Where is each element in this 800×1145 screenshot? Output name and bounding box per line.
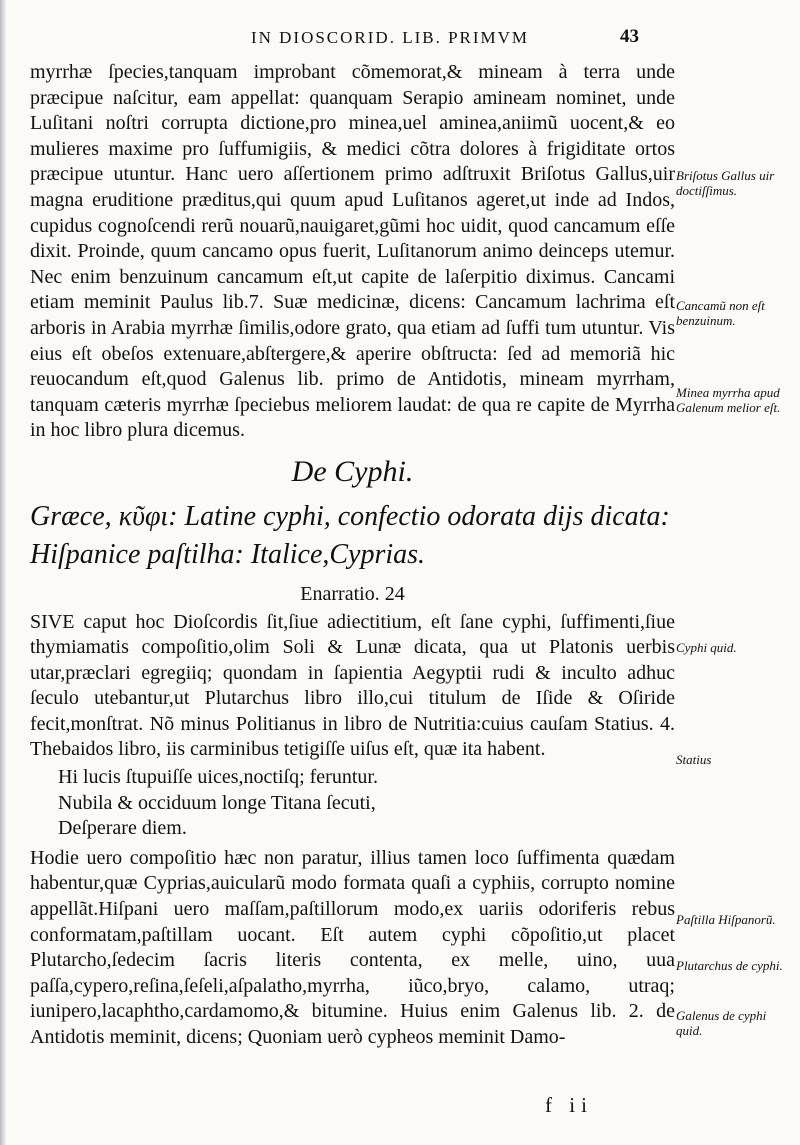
margin-note-plutarchus: Plutarchus de cyphi. [676,958,783,973]
verse-line: Hi lucis ſtupuiſſe uices,noctiſq; feruntur. [58,766,378,789]
signature-mark: f ii [545,1093,593,1117]
margin-note-pastilla: Paſtilla Hiſpanorũ. [676,912,776,927]
names-line-2: Hiſpanice paſtilha: Italice,Cyprias. [30,538,426,570]
margin-note-galenus: Galenus de cyphi quid. [676,1008,767,1038]
margin-note-minea: Minea myrrha apud Galenum melior eſt. [676,385,781,415]
verse-quotation [30,765,675,842]
margin-note-brisotus: Briſotus Gallus uir doctiſſimus. [676,168,775,198]
paragraph-cyphi: SIVE caput hoc Dioſcordis ſit,ſiue adiectitium, eſt ſane cyphi, ſuffimenti,ſiue thymiamatis compoſitio,olim Soli & Lunæ dicata, qua ut Platonis uerbis utar,præclari egregiiq; quondam in ſapientia Aegyptii rudi & inculto adhuc ſeculo utebantur,ut Plutarchus libro illo,cui titulum de Iſide & Oſiride fecit,monſtrat. Nõ minus Politianus in libro de Nutritia:cuius cauſam Statius. 4. Thebaidos libro, iis carminibus tetigiſſe uiſus eſt, quæ ita habent. [30,610,675,761]
section-title: De Cyphi. [291,454,414,488]
bleed-through-marks [770,95,798,155]
running-header: IN DIOSCORID. LIB. PRIMVM [250,28,530,47]
margin-note-cancamum: Cancamũ non eſt benzuinum. [676,298,765,328]
page-binding-edge [0,0,6,1145]
main-text-column [30,60,675,1051]
names-line-1: Græce, κῦφι: Latine cyphi, confectio odorata dijs dicata: [30,500,670,532]
margin-note-statius: Statius [676,752,712,767]
enarratio-heading: Enarratio. 24 [300,582,405,605]
margin-note-cyphi: Cyphi quid. [676,640,737,655]
verse-line: Nubila & occiduum longe Titana ſecuti, [58,791,376,814]
page-number: 43 [620,26,639,47]
paragraph-myrrh: myrrhæ ſpecies,tanquam improbant cõmemorat,& mineam à terra unde præcipue naſcitur, eam appellat: quanquam Serapio amineam nominet, unde Luſitani noſtri corrupta dictione,pro minea,uel aminea,aniimũ uocent,& eo mulieres maxime pro ſuffumigiis, & medici cõtra dolores à frigiditate ortos præcipue utuntur. Hanc uero aſſertionem primo adſtruxit Briſotus Gallus,uir magna eruditione præditus,qui quum apud Luſitanos ageret,ut inde ad Indos, cupidus cognoſcendi rerũ nouarũ,nauigaret,gũmi hoc uidit, quod cancamum eſſe dixit. Proinde, quum cancamo opus fuerit, Luſitanorum animo deinceps utemur. Nec enim benzuinum cancamum eſt,ut capite de laſerpitio diximus. Cancami etiam meminit Paulus lib.7. Suæ medicinæ, dicens: Cancamum lachrima eſt arboris in Arabia myrrhæ ſimilis,odore grato, qua etiam ad ſuffi tum utuntur. Vis eius eſt obeſos extenuare,abſtergere,& aperire obſtructa: ſed ad memoriã hic reuocandum eſt,quod Galenus lib. primo de Antidotis, mineam myrrham, tanquam cæteris myrrhæ ſpeciebus meliorem laudat: de qua re capite de Myrrha in hoc libro plura dicemus. [30,61,675,442]
verse-line: Deſperare diem. [58,817,187,840]
paragraph-composition: Hodie uero compoſitio hæc non paratur, illius tamen loco ſuffimenta quædam habentur,quæ Cyprias,auicularũ modo formata quaſi a cyphiis, corrupto nomine appellãt.Hiſpani uero maſſam,paſtillorum modo,ex uariis odoriferis rebus conformatam,paſtillam uocant. Eſt autem cyphi cõpoſitio,ut placet Plutarcho,ſedecim ſacris literis contenta, ex melle, uino, uua paſſa,cypero,reſina,ſeſeli,aſpalatho,myrrha, iũco,bryo, calamo, utraq; iunipero,lacaphtho,cardamomo,& bitumine. Huius enim Galenus lib. 2. de Antidotis meminit, dicens; Quoniam uerò cypheos meminit Damo- [30,846,675,1048]
